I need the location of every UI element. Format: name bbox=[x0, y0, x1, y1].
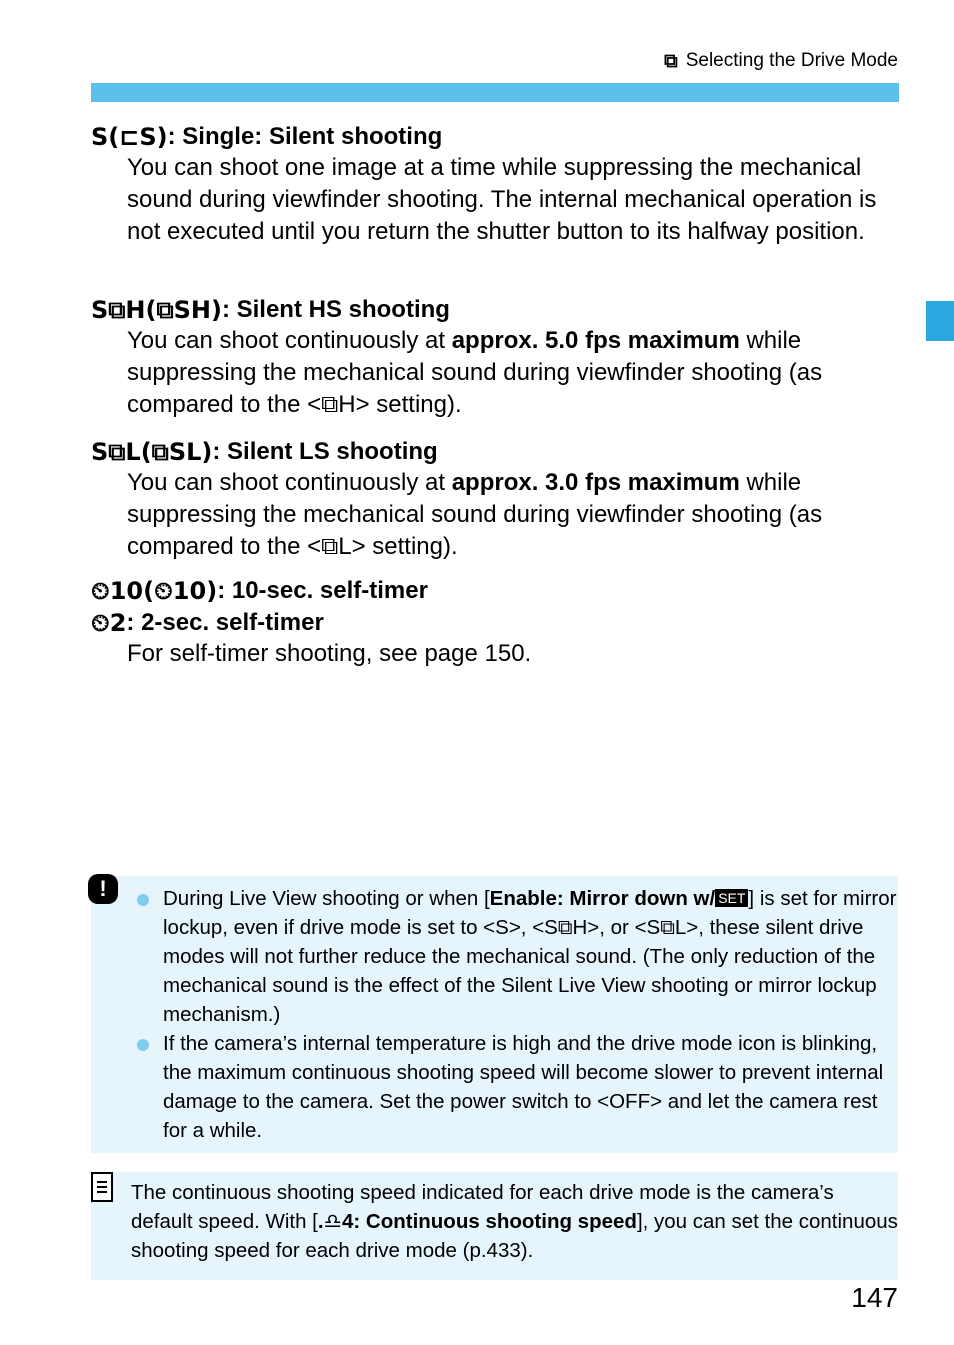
section-body: You can shoot one image at a time while suppressing the mechanical sound during viewfinder shooting. The internal mechanical operation is not executed until you return the shutter button to its halfway position. bbox=[127, 154, 877, 245]
self-timer-10-icon: ⏲10(⏲10) bbox=[91, 577, 218, 605]
section-single-silent bbox=[91, 122, 881, 248]
note-text: The continuous shooting speed indicated for each drive mode is the camera’s default speed. With [.♎4: Continuous shooting speed], you can set the continuous shooting speed for each drive mode (p.433). bbox=[131, 1181, 898, 1262]
section-heading: S⧉H(⧉SH) : Silent HS shooting bbox=[91, 296, 450, 324]
header-title: Selecting the Drive Mode bbox=[685, 50, 898, 71]
caution-box bbox=[91, 876, 898, 1153]
set-button-icon: SET bbox=[715, 889, 748, 907]
section-heading: S⧉L(⧉SL) : Silent LS shooting bbox=[91, 438, 438, 466]
section-heading: ⏲2 : 2-sec. self-timer bbox=[91, 609, 324, 637]
section-silent-ls bbox=[91, 437, 881, 563]
bullet bbox=[137, 894, 149, 906]
chapter-tab bbox=[926, 301, 954, 341]
list-item: During Live View shooting or when [Enable: Mirror down w/ SET ] is set for mirror lockup, even if drive mode is set to <S>, <S⧉H>, or <S⧉L>, these silent drive modes will not further reduce the mechanical sound. (The only reduction of the mechanical sound is the effect of the Silent Live View shooting or mirror lockup mechanism.) bbox=[91, 884, 898, 1029]
silent-single-icon: S(⊏S) bbox=[91, 123, 168, 151]
note-icon bbox=[91, 1172, 113, 1202]
section-silent-hs bbox=[91, 295, 881, 421]
self-timer-2-icon: ⏲2 bbox=[91, 609, 127, 637]
section-heading: S(⊏S) : Single: Silent shooting bbox=[91, 123, 443, 151]
silent-hs-icon: S⧉H(⧉SH) bbox=[91, 296, 222, 324]
page-number: 147 bbox=[851, 1282, 898, 1313]
section-body: You can shoot continuously at approx. 3.0 fps maximum while suppressing the mechanical sound during viewfinder shooting (as compared to the <⧉L> setting). bbox=[127, 469, 823, 560]
section-body: For self-timer shooting, see page 150. bbox=[127, 640, 532, 667]
bullet bbox=[137, 1039, 149, 1051]
running-header bbox=[664, 50, 898, 72]
note-box bbox=[91, 1172, 898, 1280]
drive-mode-icon: ⧉ bbox=[664, 50, 678, 72]
list-item: If the camera’s internal temperature is high and the drive mode icon is blinking, the maximum continuous shooting speed will become slower to prevent internal damage to the camera. Set the power switch to <OFF> and let the camera rest for a while. bbox=[91, 1029, 898, 1145]
custom-function-icon: .♎ bbox=[317, 1210, 342, 1233]
silent-ls-icon: S⧉L(⧉SL) bbox=[91, 438, 213, 466]
caution-icon: ! bbox=[88, 874, 118, 904]
section-self-timer bbox=[91, 576, 881, 670]
header-bar bbox=[91, 83, 899, 102]
section-heading: ⏲10(⏲10) : 10-sec. self-timer bbox=[91, 577, 428, 605]
section-body: You can shoot continuously at approx. 5.0 fps maximum while suppressing the mechanical sound during viewfinder shooting (as compared to the <⧉H> setting). bbox=[127, 327, 823, 418]
